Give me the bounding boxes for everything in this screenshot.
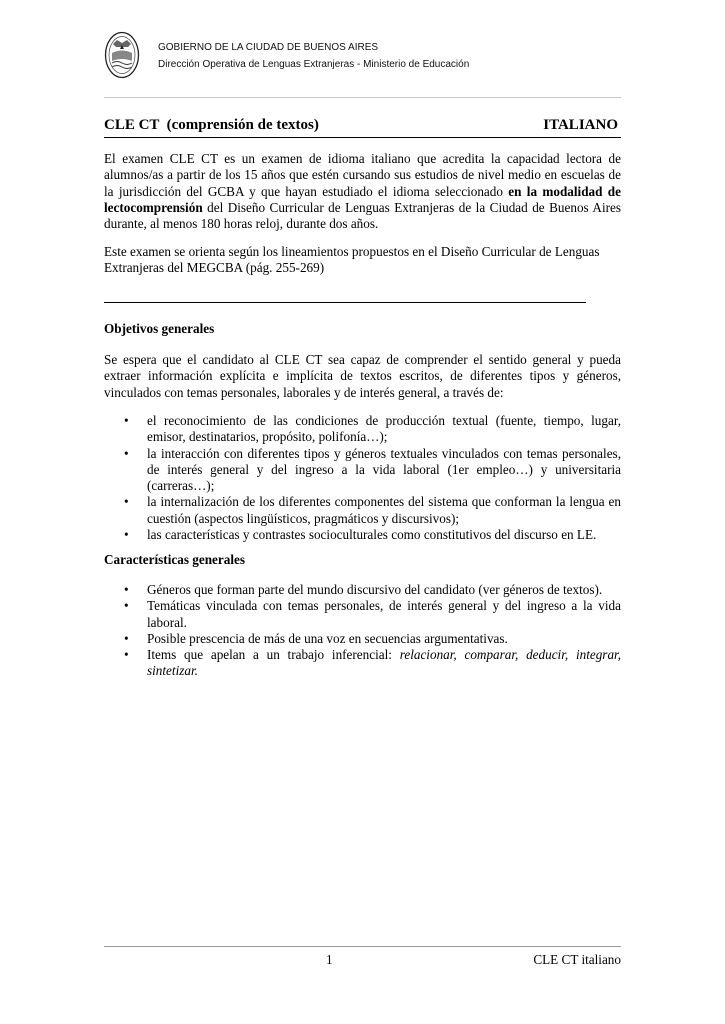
header-government-line: GOBIERNO DE LA CIUDAD DE BUENOS AIRES (158, 42, 379, 53)
caracteristicas-heading: Características generales (104, 552, 245, 567)
bullet-icon: • (124, 582, 129, 597)
title-exam-name: CLE CT (comprensión de textos) (104, 117, 319, 133)
bullet-icon: • (124, 647, 129, 663)
list-item (104, 647, 621, 680)
intro-text-b: del Diseño Curricular de Lenguas Extranjeras de la Ciudad de Buenos Aires durante, al menos 180 horas reloj, durante dos años. (104, 199, 621, 232)
objetivos-intro: Se espera que el candidato al CLE CT sea capaz de comprender el sentido general y pueda extraer información explícita e implícita de textos escritos, de diferentes tipos y géneros, vinculados con temas personales, laborales y de interés general, a través de: (104, 352, 621, 400)
objetivos-heading: Objetivos generales (104, 321, 215, 336)
list-item (104, 631, 621, 647)
orientation-paragraph: Este examen se orienta según los lineamientos propuestos en el Diseño Curricular de Lenguas Extranjeras del MEGCBA (pág. 255-269) (104, 244, 600, 276)
list-item (104, 446, 621, 495)
document-title (104, 117, 621, 138)
list-item (104, 413, 621, 446)
list-item-text: la interacción con diferentes tipos y géneros textuales vinculados con temas personales, de interés general y del ingreso a la vida laboral (1er empleo…) y universitaria (carreras…); (147, 445, 621, 494)
list-item-text: Posible prescencia de más de una voz en secuencias argumentativas. (147, 630, 508, 646)
title-language: ITALIANO (543, 117, 618, 133)
bullet-icon: • (124, 527, 129, 543)
bullet-icon: • (124, 445, 129, 461)
list-item-italic-text: relacionar, comparar, deducir, integrar, sintetizar. (147, 647, 621, 679)
list-item-text: Temáticas vinculada con temas personales, de interés general y del ingreso a la vida laboral. (147, 598, 621, 630)
objetivos-list (104, 413, 621, 543)
bullet-icon: • (124, 494, 129, 510)
city-coat-of-arms-icon (104, 31, 140, 79)
footer-divider (104, 946, 621, 947)
list-item-text: la internalización de los diferentes componentes del sistema que conforman la lengua en cuestión (aspectos lingüísticos, pragmáticos y discursivos); (147, 494, 621, 526)
list-item-text: las características y contrastes socioculturales como constitutivos del discurso en LE. (147, 527, 597, 543)
intro-paragraph (104, 151, 621, 232)
section-divider (104, 302, 586, 303)
list-item-text: Items que apelan a un trabajo inferencial: (147, 647, 400, 663)
bullet-icon: • (124, 630, 129, 646)
caracteristicas-list (104, 582, 621, 680)
list-item-text: Géneros que forman parte del mundo discursivo del candidato (ver géneros de textos). (147, 582, 603, 597)
footer-doc-label: CLE CT italiano (533, 952, 621, 967)
header-divider (104, 97, 621, 98)
list-item (104, 598, 621, 631)
header-department-line: Dirección Operativa de Lenguas Extranjeras - Ministerio de Educación (158, 59, 470, 70)
list-item-text: el reconocimiento de las condiciones de producción textual (fuente, tiempo, lugar, emisor, destinatarios, propósito, polifonía…); (147, 413, 621, 445)
list-item (104, 494, 621, 527)
bullet-icon: • (124, 413, 129, 428)
list-item (104, 527, 621, 543)
intro-text-bold: en la modalidad de lectocomprensión (104, 183, 621, 215)
intro-text-a: El examen CLE CT es un examen de idioma italiano que acredita la capacidad lectora de alumnos/as a partir de los 15 años que estén cursando sus estudios de nivel medio en escuelas de la jurisdicción del GCBA y que hayan estudiado el idioma seleccionado (104, 151, 621, 199)
page-number: 1 (326, 952, 333, 967)
list-item (104, 582, 621, 598)
bullet-icon: • (124, 598, 129, 614)
